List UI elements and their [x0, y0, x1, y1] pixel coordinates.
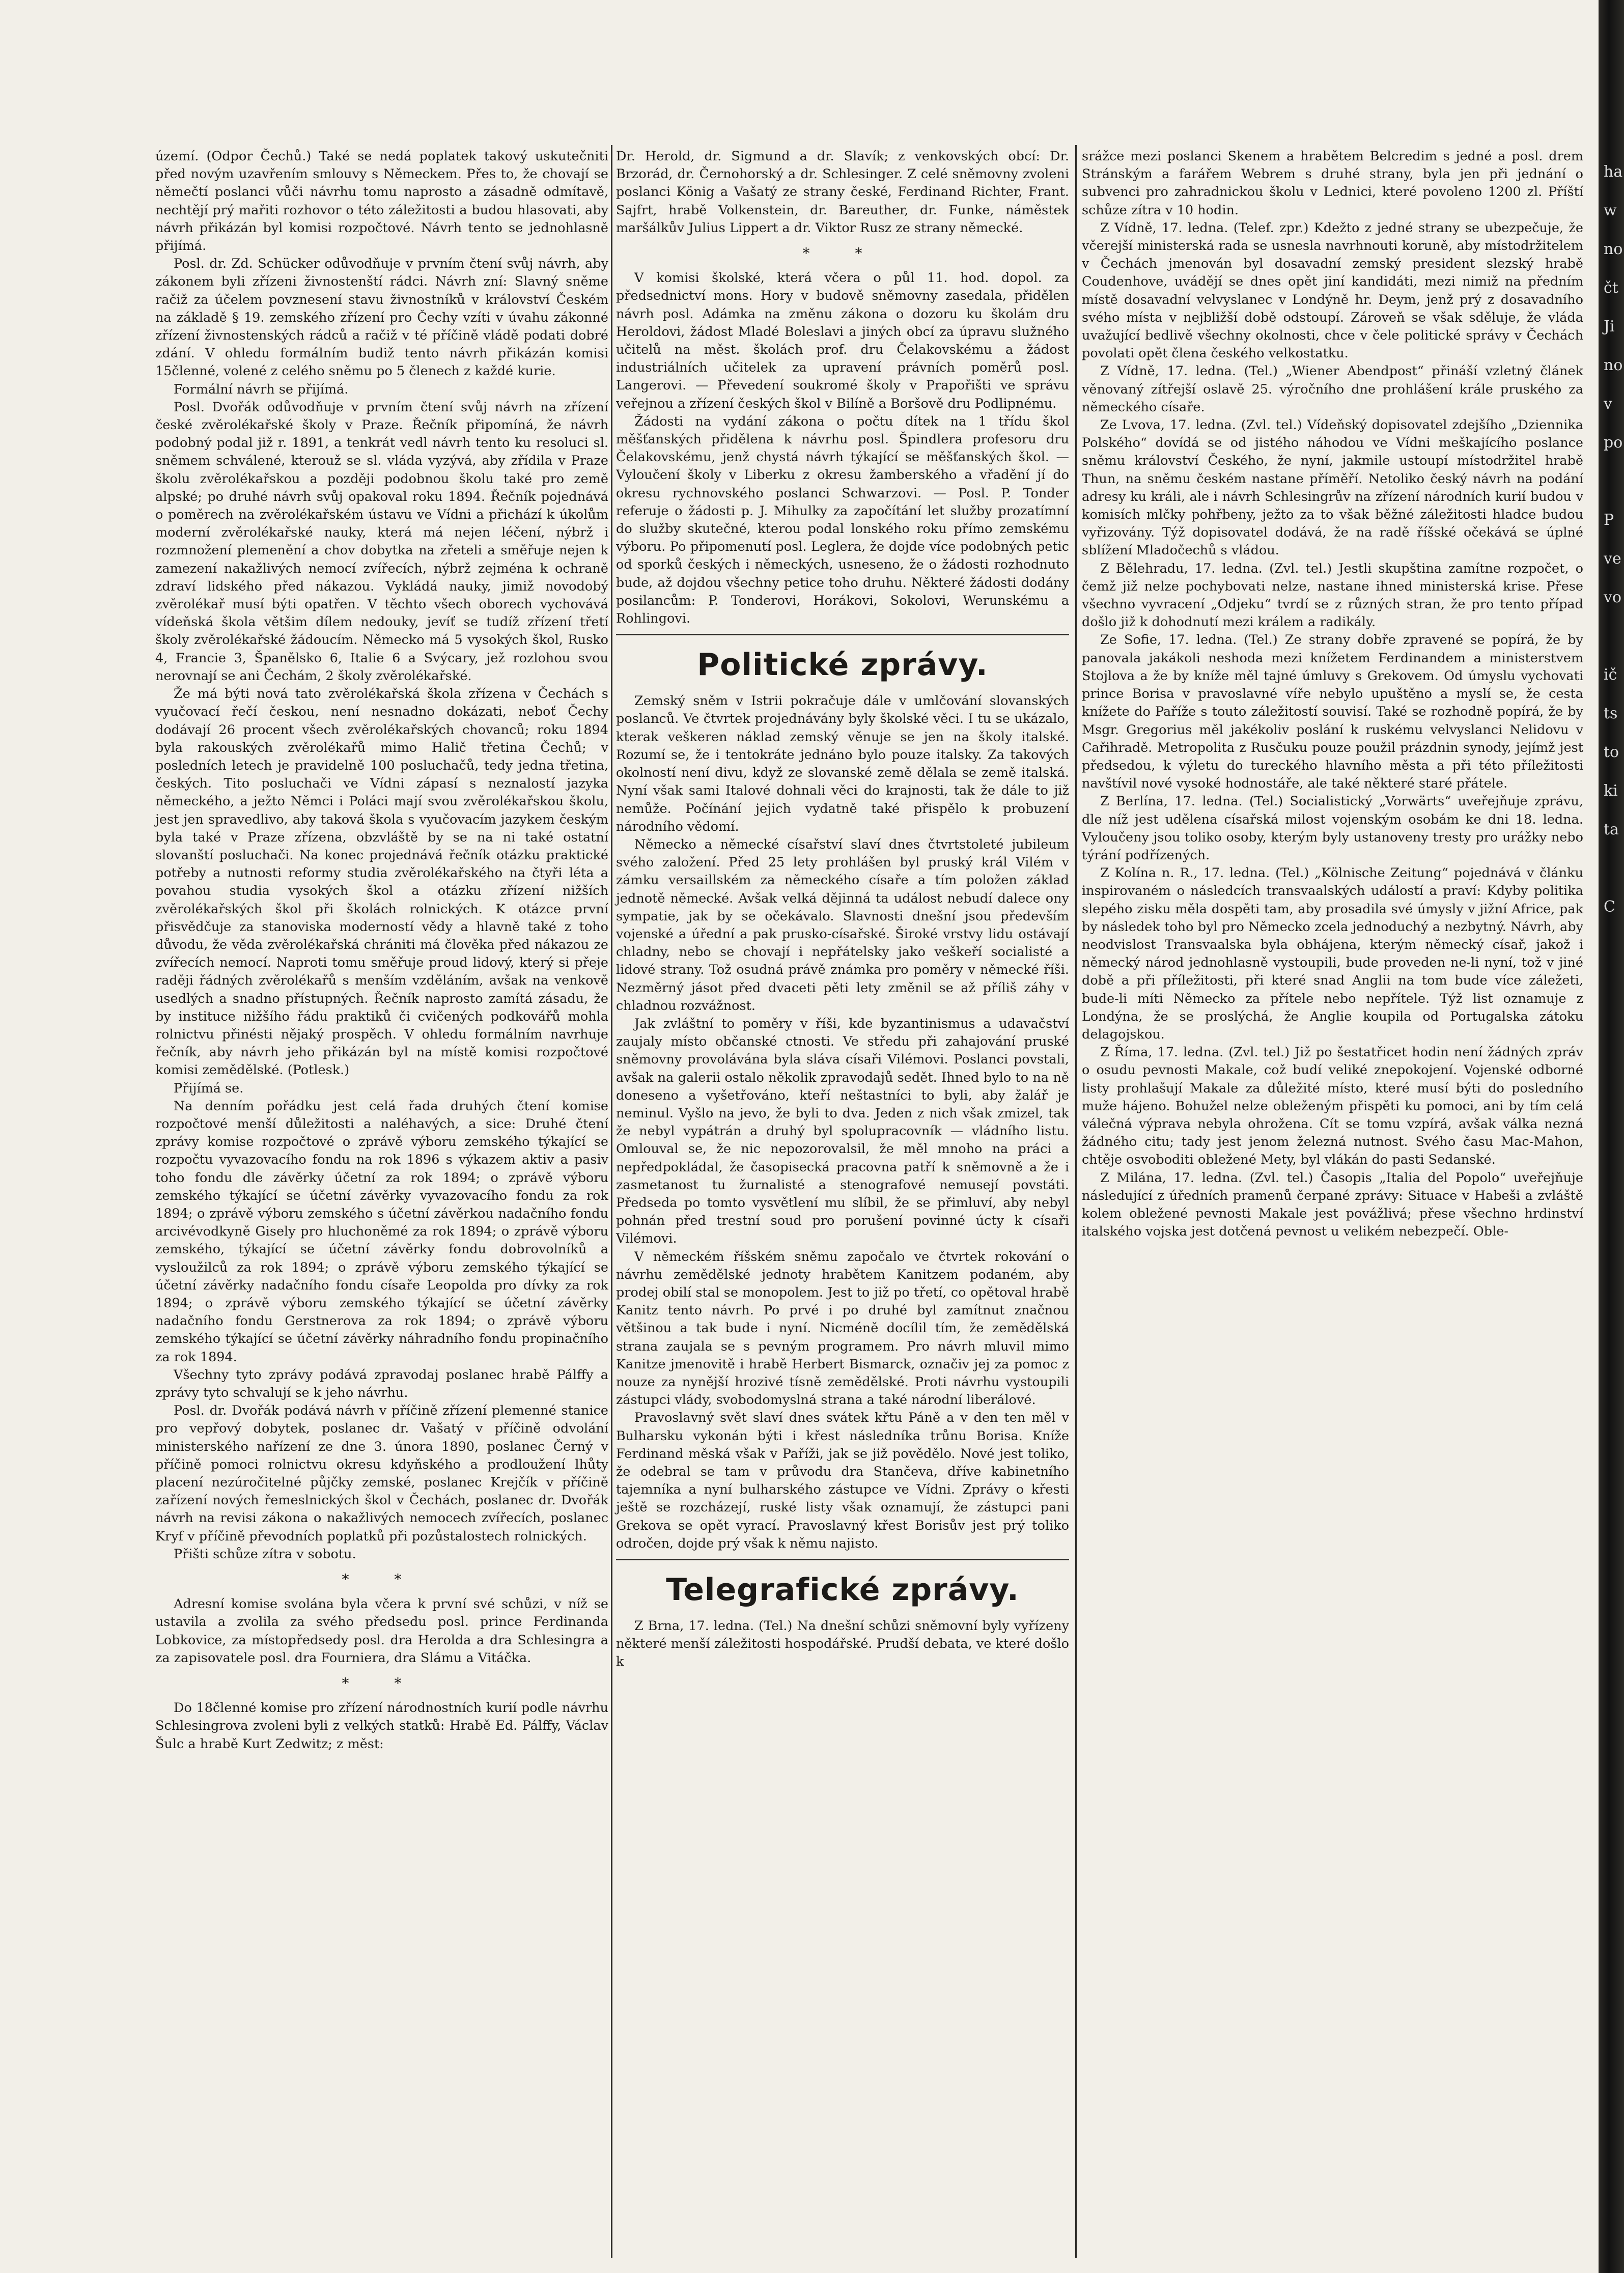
column-rule-1 — [611, 145, 612, 2258]
col3-paragraph: Ze Lvova, 17. ledna. (Zvl. tel.) Vídeňský dopisovatel zdejšího „Dziennika Polského“ dovídá se od jistého náhodou ve Vídni meškajícího poslance sněmu království Českého, že nyní, jakmile ustoupí místodržitel hrabě Thun, na sněmu českém nastane příměří. Netoliko český návrh na podání adresy ku králi, ale i návrh Schlesingrův na zřízení národních kurií budou v komisích mlčky pohřbeny, ježto za to však běžné záležitosti hladce budou vyřizovány. Týž dopisovatel dodává, že na radě říšské očekává se úplné sblížení Mladočechů s vládou. — [1082, 417, 1583, 558]
col3-paragraph: Z Berlína, 17. ledna. (Tel.) Socialistický „Vorwärts“ uveřejňuje zprávu, dle níž jest udělena císařská milost vojenským osobám ke dni 18. ledna. Vyloučeny jsou toliko osoby, kterým byly ustanoveny tresty pro urážky nebo týrání podřízených. — [1082, 794, 1583, 863]
col1-paragraph: Posl. dr. Dvořák podává návrh v příčině zřízení plemenné stanice pro vepřový dobytek, poslanec dr. Vašatý v příčině odvolání ministerského nařízení ze dne 3. února 1890, poslanec Černý v příčině pomoci rolnictvu okresu kdyňského a prodloužení lhůty placení nezúročitelné půjčky zemské, poslanec Krejčík v příčině zařízení nových řemeslnických škol v Čechách, poslanec dr. Dvořák návrh na revisi zákona o nakažlivých nemocech zvířecích, poslanec Kryf v příčině převodních poplatků při pozůstalostech rolnických. — [155, 1403, 608, 1544]
column-3 — [1082, 148, 1583, 1241]
col2-paragraph: Dr. Herold, dr. Sigmund a dr. Slavík; z venkovských obcí: Dr. Brzorád, dr. Černohorský a dr. Schlesinger. Z celé sněmovny zvoleni poslanci König a Vašatý ze strany české, Ferdinand Richter, Frant. Sajfrt, hrabě Volkenstein, dr. Bareuther, dr. Funke, náměstek maršálkův Julius Lippert a dr. Viktor Rusz ze strany německé. — [616, 149, 1069, 236]
col2-paragraph: Žádosti na vydání zákona o počtu dítek na 1 třídu škol měšťanských přidělena k návrhu posl. Špindlera profesoru dru Čelakovskému, jenž chystá návrh týkající se měšťanských škol. — Vyloučení školy v Liberku z okresu žamberského a vřadění jí do okresu rychnovského poslanci Schwarzovi. — Posl. P. Tonder referuje o žádosti p. J. Mihulky za započítání let služby prozatímní do služby skutečné, kterou podal lonského roku přímo zemskému výboru. Po připomenutí posl. Leglera, že dojde více podobných petic od sporků českých i německých, usneseno, že o žádosti rozhodnuto bude, až dojdou všechny petice toho druhu. Některé žádosti dodány posilancům: P. Tonderovi, Horákovi, Sokolovi, Werunskému a Rohlingovi. — [616, 413, 1069, 627]
section-heading-telegraph: Telegrafické zprávy. — [666, 1572, 1019, 1608]
col1-paragraph: Adresní komise svolána byla včera k první své schůzi, v níž se ustavila a zvolila za svého předsedu posl. prince Ferdinanda Lobkovice, za místopředsedy posl. dra Herolda a dra Schlesingra a za zapisovatele posl. dra Fourniera, dra Slámu a Vitáčka. — [155, 1596, 608, 1666]
section-separator: * * — [342, 1675, 422, 1692]
col2-paragraph: Německo a německé císařství slaví dnes čtvrtstoleté jubileum svého založení. Před 25 lety prohlášen byl pruský král Vilém v zámku versaillském za německého císaře a tím položen základ jednotě německé. Avšak velká dějinná ta událost nebudí dalece ony sympatie, jak by se očekávalo. Slavnosti dnešní jsou především vojenské a úřední a pak prusko-císařské. Široké vrstvy lidu ostávají chladny, nebo se chovají i nepřátelsky jako veškeří socialisté a lidové strany. Tož osudná právě známka pro poměry v německé říši. Nezměrný jásot před dvaceti pěti lety změnil se až příliš záhy v chladnou rozvážnost. — [616, 836, 1069, 1014]
col3-paragraph: Z Bělehradu, 17. ledna. (Zvl. tel.) Jestli skupština zamítne rozpočet, o čemž již nelze pochybovati nelze, nastane ihned ministerská krise. Přese všechno vyvracení „Odjeku“ tvrdí se z různých stran, že pro tento případ došlo již k dohodnutí mezi králem a radikály. — [1082, 560, 1583, 630]
col3-paragraph: Z Milána, 17. ledna. (Zvl. tel.) Časopis „Italia del Popolo“ uveřejňuje následující z úředních pramenů čerpané zprávy: Situace v Habeši a zvláště kolem obležené pevnosti Makale jest povážlivá; přese všechno hrdinství italského vojska jest dotčená pevnost u velikém nebezpečí. Oble- — [1082, 1170, 1583, 1240]
col1-paragraph: Přišti schůze zítra v sobotu. — [174, 1546, 356, 1562]
col1-paragraph: Posl. Dvořák odůvodňuje v prvním čtení svůj návrh na zřízení české zvěrolékařské školy v Praze. Řečník připomíná, že návrh podobný podal již r. 1891, a tenkrát vedl návrh tento ku resoluci sl. sněmem schválené, kterouž se sl. vláda vyzývá, aby zřídila v Praze školu zvěrolékařskou a později podobnou školu také pro země alpské; po druhé návrh svůj opakoval roku 1894. Řečník pojednává o poměrech na zvěrolékařském ústavu ve Vídni a přichází k úkolům moderní zvěrolékařské nauky, která má nejen léčení, nýbrž i rozmnožení plemenění a chov dobytka na zřeteli a směřuje nejen k zamezení nakažlivých nemocí zvířecích, nýbrž zejména k ochraně zdraví lidského před nákazou. Vykládá nauky, jimiž novodobý zvěrolékař musí býti opatřen. V těchto všech oborech vychovává vídeňská škola většim dílem nedouky, jevíť se tudíž zřízení třetí školy zvěrolékařské žádoucím. Německo má 5 vysokých škol, Rusko 4, Francie 3, Španělsko 6, Italie 6 a Svýcary, jež rozlohou svou nerovnají se ani Čechám, 2 školy zvěrolékařské. — [155, 399, 608, 684]
col2-paragraph: V komisi školské, která včera o půl 11. hod. dopol. za předsednictví mons. Hory v budově sněmovny zasedala, přidělen návrh posl. Adámka na změnu zákona o dozoru ku školám dru Heroldovi, žádost Mladé Boleslavi a jiných obcí za úpravu služného učitelů na měst. školách prof. dru Čelakovskému a žádost industriálních učitelek za upravení právních poměrů posl. Langerovi. — Převedení soukromé školy v Prapořišti ve správu veřejnou a zřízení českých škol v Bilíně a Boršově dru Podlipnému. — [616, 270, 1069, 411]
section-rule — [616, 634, 1069, 635]
section-separator: * * — [342, 1571, 422, 1588]
col2-paragraph: Pravoslavný svět slaví dnes svátek křtu Páně a v den ten měl v Bulharsku vykonán býti i křest následníka trůnu Borisa. Kníže Ferdinand měská však v Paříži, jak se již povědělo. Nové jest toliko, že odebral se tam v průvodu dra Stančeva, dříve kabinetního tajemníka a nyní bulharského zástupce ve Vídni. Zprávy o křesti ještě se rozcházejí, ruské listy však oznamují, že zástupci pani Grekova se opět vyrací. Pravoslavný křest Borisův jest prý toliko odročen, dojde prý však k němu najisto. — [616, 1410, 1069, 1551]
col2-paragraph: Zemský sněm v Istrii pokračuje dále v umlčování slovanských poslanců. Ve čtvrtek projednávány byly školské věci. I tu se ukázalo, kterak veškeren náklad zemský věnuje se jen na školy italské. Rozumí se, že i tentokráte jednáno bylo pouze italsky. Za takových okolností není divu, když ze slovanské země dělala se země italská. Nyní však sami Italové dohnali věci do krajnosti, tak že dále to již nemůže. Počínání jejich vydatně také přispělo k probuzení národního vědomí. — [616, 693, 1069, 834]
col1-paragraph: Formální návrh se přijímá. — [174, 381, 349, 397]
col2-paragraph: Jak zvláštní to poměry v říši, kde byzantinismus a udavačství zaujaly místo občanské ctnosti. Ve středu při zahajování pruské sněmovny provolávána byla sláva císaři Vilémovi. Poslanci povstali, avšak na galerii ostalo několik zpravodajů sedět. Ihned bylo to na ně doneseno a vyšetřováno, kteří neštastníci to byli, aby žalář je neminul. Vyšlo na jevo, že byli to dva. Jeden z nich však zmizel, tak že nebyl vypátrán a druhý byl spolupracovník — vládního listu. Omlouval se, že nic nepozorovalsil, že měl mnoho na práci a nepředpokládal, že časopisecká pracovna patří k sněmovně a že i zasmetanost tu žurnalisté a stenografové nemusejí povstáti. Předseda po tomto vysvětlení mu slíbil, že se přimluví, aby nebyl pohnán před trestní soud pro porušení povinné úcty k císaři Vilémovi. — [616, 1016, 1069, 1247]
column-2 — [616, 148, 1069, 1671]
col1-paragraph: Posl. dr. Zd. Schücker odůvodňuje v prvním čtení svůj návrh, aby zákonem byli zřízeni živnostenští rádci. Návrh zní: Slavný sněme račiž za účelem povznesení stavu živnostníků v království Českém na základě § 19. zemského zřízení pro Čechy vzíti v úvahu zákonné zřízení živnostenských rádců a račiž v té příčině vládě podati dobré zdání. V ohledu formálním budiž tento návrh přikázán komisi 15členné, volené z celého sněmu po 5 členech z každé kurie. — [155, 256, 608, 379]
col1-paragraph: Že má býti nová tato zvěrolékařská škola zřízena v Čechách s vyučovací řečí českou, není nesnadno dokázati, neboť Čechy dodávají 26 procent všech zvěrolékařských chovanců; roku 1894 byla rakouských zvěrolékařů mimo Halič třetina Čechů; v posledních letech je pravidelně 100 posluchačů, tedy jedna třetina, českých. Tito posluchači ve Vídni zápasí s neznalostí jazyka německého, a ježto Němci i Poláci mají svou zvěrolékařskou školu, jest jen spravedlivo, aby taková škola s vyučovacím jazykem českým byla také v Praze zřízena, obzvláště by se na ni také ostatní slovanští posluchači. Na konec projednává řečník otázku praktické potřeby a nutnosti reformy studia zvěrolékařského na čtyři léta a povahou studia vysokých škol a otázku zřízení nižších zvěrolékařských škol při školách rolnických. K otázce první přisvědčuje za stanoviska moderností vědy a hlavně také z toho důvodu, že věda zvěrolékařská chrániti má člověka před nákazou ze zvířecích nemocí. Naproti tomu směřuje proud lidový, který si přeje raději řádných zvěrolékařů s menším vzděláním, avšak na venkově usedlých a snadno přístupných. Řečník naprosto zamítá zásadu, že by instituce nižšího řádu praktiků či cvičených podkovářů mohla rolnictvu přinésti nějaký prospěch. V ohledu formálním navrhuje řečník, aby návrh jeho přikázán byl na místě komisi rozpočtové komisi zemědělské. (Potlesk.) — [155, 686, 608, 1078]
col1-paragraph: Na denním pořádku jest celá řada druhých čtení komise rozpočtové menší důležitosti a naléhavých, a sice: Druhé čtení zprávy komise rozpočtové o zprávě výboru zemského týkající se rozpočtu vyvazovacího fondu na rok 1896 s výkazem aktiv a pasiv toho fondu dle závěrky účetní za rok 1894; o zprávě výboru zemského týkající se účetní závěrky vyvazovacího fondu za rok 1894; o zprávě výboru zemského s účetní závěrkou nadačního fondu arcivévodkyně Gisely pro hluchoněmé za rok 1894; o zprávě výboru zemského, týkající se účetní závěrky fondu dobrovolníků a vysloužilců za rok 1894; o zprávě výboru zemského týkající se účetní závěrky nadačního fondu císaře Leopolda pro dívky za rok 1894; o zprávě výboru zemského týkající se účetní závěrky nadačního fondu Gerstnerova za rok 1894; o zprávě výboru zemského týkající se účetní závěrky náhradního fondu propinačního za rok 1894. — [155, 1098, 608, 1365]
col2-paragraph: Z Brna, 17. ledna. (Tel.) Na dnešní schůzi sněmovní byly vyřízeny některé menší záležitosti hospodářské. Prudší debata, ve které došlo k — [616, 1618, 1069, 1670]
col3-paragraph: Z Vídně, 17. ledna. (Tel.) „Wiener Abendpost“ přináší vzletný článek věnovaný zítřejší oslavě 25. výročního dne prohlášení krále pruského za německého císaře. — [1082, 363, 1583, 415]
col3-paragraph: srážce mezi poslanci Skenem a hrabětem Belcredim s jedné a posl. drem Stránským a farářem Webrem s druhé strany, byla jen při jednání o subvenci pro zahradnickou školu v Lednici, které povoleno 1200 zl. Příští schůze zítra v 10 hodin. — [1082, 149, 1583, 218]
column-1 — [155, 148, 608, 1753]
col1-paragraph: Přijímá se. — [174, 1080, 244, 1096]
col1-paragraph: Do 18členné komise pro zřízení národnostních kurií podle návrhu Schlesingrova zvoleni byli z velkých statků: Hrabě Ed. Pálffy, Václav Šulc a hrabě Kurt Zedwitz; z měst: — [155, 1700, 608, 1752]
section-heading-political: Politické zprávy. — [697, 647, 988, 683]
col2-paragraph: V německém říšském sněmu započalo ve čtvrtek rokování o návrhu zemědělské jednoty hrabětem Kanitzem podaném, aby prodej obilí stal se monopolem. Jest to již po třetí, co opětoval hrabě Kanitz tento návrh. Po prvé i po druhé byl zamítnut značnou většinou a tak bude i nyní. Nicméně docílil tím, že zemědělská strana zaujala se s pevným programem. Pro návrh mluvil mimo Kanitze jmenovitě i hrabě Herbert Bismarck, označiv jej za pomoc z nouze za nynější hrozivé tísně zemědělské. Proti návrhu vystoupili zástupci vlády, svobodomyslná strana a také národní liberálové. — [616, 1249, 1069, 1408]
section-rule — [616, 1559, 1069, 1560]
col3-paragraph: Z Říma, 17. ledna. (Zvl. tel.) Již po šestatřicet hodin není žádných zpráv o osudu pevnosti Makale, což budí veliké znepokojení. Vojenské odborné listy prohlašují Makale za důležité místo, které musí býti do posledního muže hájeno. Bohužel nelze obleženým přispěti ku pomoci, ani by tím celá válečná výprava nebyla ohrožena. Cít se tomu vzpírá, avšak válka nezná žádného citu; tady jest jenom železná nutnost. Svého času Mac-Mahon, chtěje osvoboditi obležené Mety, byl vlákán do pasti Sedanské. — [1082, 1045, 1583, 1168]
col3-paragraph: Ze Sofie, 17. ledna. (Tel.) Ze strany dobře zpravené se popírá, že by panovala jakákoli neshoda mezi knížetem Ferdinandem a ministerstvem Stojlova a že by kníže měl tajné úmluvy s Grekovem. Od úmyslu vychovati prince Borisa v pravoslavné víře nebylo upuštěno a myslí se, že cesta knížete do Paříže s touto záležitostí souvisí. Také se rozhodně popírá, že by Msgr. Gregorius měl jakékoliv poslání k ruskému velvyslanci Nelidovu v Cařihradě. Metropolita z Rusčuku pouze použil prázdnin synody, jejímž jest předsedou, k výletu do tureckého hlavního města a při této příležitosti navštívil nové vysoké hodnostáře, ale také některé staré přátele. — [1082, 632, 1583, 792]
col3-paragraph: Z Vídně, 17. ledna. (Telef. zpr.) Kdežto z jedné strany se ubezpečuje, že včerejší ministerská rada se usnesla navrhnouti koruně, aby místodržitelem v Čechách jmenován byl dosavadní zemský president slezský hrabě Coudenhove, uvádějí se dnes opět jiní kandidáti, mezi nimiž na předním místě dosavadní velvyslanec v Londýně hr. Deym, jenž prý z dosavadního svého místa v nejbližší době odstoupí. Zároveň se však sděluje, že vláda uvažující bedlivě všechny okolnosti, chce v čele politické správy v Čechách povolati opět člena českého velkostatku. — [1082, 220, 1583, 361]
section-separator: * * — [802, 245, 883, 262]
col1-paragraph: území. (Odpor Čechů.) Také se nedá poplatek takový uskutečniti před novým uzavřením smlouvy s Německem. Přes to, že chovají se němečtí poslanci vůči návrhu tomu naprosto a zásadně odmítavě, nechtějí prý mařiti rozhovor o této záležitosti a budou hlasovati, aby návrh přikázán byl komisi rozpočtové. Návrh tento se jednohlasně přijímá. — [155, 149, 608, 254]
adjacent-page-fragment: ha w no čt Ji no v po P ve vo ič ts to ki ta C — [1604, 163, 1623, 916]
col3-paragraph: Z Kolína n. R., 17. ledna. (Tel.) „Kölnische Zeitung“ pojednává v článku inspirovaném o následcích transvaalských událostí a praví: Kdyby politika slepého zisku měla dospěti tam, aby prosadila své úmysly v jižní Africe, pak by následek toho byl pro Německo zcela jednoduchý a nezbytný. Návrh, aby neodvislost Transvaalska byla obhájena, kterým německý císař, jakož i německý národ jednohlasně vystoupili, bude proveden ne-li nyní, tož v jiné době a při příležitosti, při které snad Anglii na tom bude více záležeti, bude-li míti Německo za přítele nebo nepřítele. Týž list oznamuje z Londýna, že se proslýchá, že Anglie koupila od Portugalska zátoku delagojskou. — [1082, 865, 1583, 1042]
column-rule-2 — [1075, 145, 1077, 2258]
col1-paragraph: Všechny tyto zprávy podává zpravodaj poslanec hrabě Pálffy a zprávy tyto schvalují se k jeho návrhu. — [155, 1367, 608, 1401]
